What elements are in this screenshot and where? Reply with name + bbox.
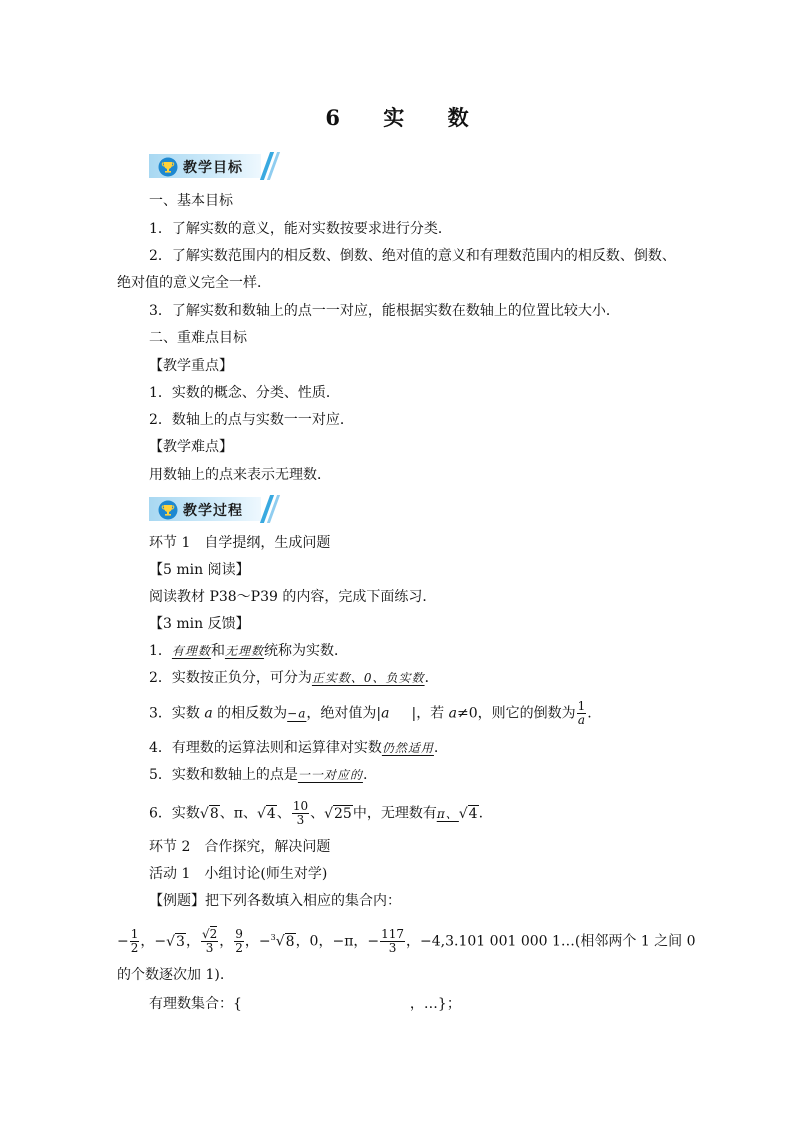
sqrt-expression	[459, 804, 479, 824]
sqrt-symbol-icon: √	[458, 805, 468, 822]
minus-sign: −	[117, 933, 129, 950]
reading-heading: 【5 min 阅读】	[149, 562, 250, 578]
fraction-denominator: 2	[130, 941, 139, 956]
rational-set-label: 有理数集合：{	[149, 996, 242, 1012]
section-tag-label: 教学目标	[183, 160, 243, 176]
radicand: 8	[285, 933, 295, 950]
fraction	[292, 800, 309, 827]
fraction	[201, 928, 218, 955]
fraction-denominator: 3	[205, 941, 214, 956]
reading-text: 阅读教材 P38～P39 的内容，完成下面练习．	[149, 589, 437, 605]
fraction-denominator: a	[577, 713, 586, 727]
sqrt-expression	[257, 804, 277, 824]
question-1	[149, 641, 348, 661]
question-text: 3．实数	[149, 705, 205, 722]
answer-rational: 有理数	[171, 644, 211, 658]
answer-opposite: −a	[287, 706, 307, 721]
fraction-numerator	[201, 928, 218, 942]
example-numbers	[117, 928, 696, 955]
separator: ，	[219, 933, 234, 950]
question-text: 6．实数	[149, 805, 200, 822]
difficulty-1: 用数轴上的点来表示无理数．	[149, 467, 331, 483]
answer-irrational: 无理数	[224, 644, 264, 658]
section-tag-process	[149, 495, 279, 525]
sqrt-symbol-icon: √	[166, 933, 176, 950]
question-3	[149, 700, 592, 727]
sqrt-symbol-icon: √	[201, 927, 210, 942]
question-2	[149, 668, 439, 688]
goals-heading-key: 二、重难点目标	[149, 330, 247, 346]
feedback-heading: 【3 min 反馈】	[149, 616, 250, 632]
answer-classification: 正实数、0、负实数	[311, 671, 425, 685]
sqrt-symbol-icon: √	[275, 933, 285, 950]
section-tag-goals	[149, 152, 279, 182]
answer-correspondence: 一一对应的	[297, 768, 363, 782]
example-heading: 【例题】把下列各数填入相应的集合内：	[149, 893, 401, 909]
goal-item-1: 1．了解实数的意义，能对实数按要求进行分类．	[149, 221, 452, 237]
question-text: 4．有理数的运算法则和运算律对实数	[149, 740, 382, 756]
goal-item-2: 2．了解实数范围内的相反数、倒数、绝对值的意义和有理数范围内的相反数、倒数、	[149, 248, 676, 264]
question-text: 2．实数按正负分，可分为	[149, 670, 312, 686]
question-text: 和	[210, 643, 225, 659]
radicand: 4	[468, 805, 478, 822]
question-6	[149, 800, 483, 827]
abs-bar: |	[411, 705, 417, 722]
fraction-numerator: 10	[292, 799, 309, 813]
question-text: 的相反数为	[212, 705, 288, 722]
sqrt-symbol-icon: √	[199, 805, 209, 822]
trophy-icon	[158, 500, 178, 520]
step-2-heading: 环节 2 合作探究，解决问题	[149, 839, 331, 855]
radicand: 8	[209, 805, 219, 822]
goals-heading-basic: 一、基本目标	[149, 193, 233, 209]
fraction-numerator: 117	[381, 927, 405, 942]
root-index: 3	[270, 933, 276, 942]
question-text: ，若	[416, 705, 449, 722]
question-text: ≠0，则它的倒数为	[457, 705, 576, 722]
fraction-numerator: 1	[577, 699, 586, 713]
separator: ，−	[140, 933, 167, 950]
answer-applicable: 仍然适用	[381, 741, 434, 755]
difficulty-heading: 【教学难点】	[149, 439, 233, 455]
rational-set-line	[149, 994, 461, 1014]
fraction-numerator: 1	[130, 927, 139, 942]
radicand: 3	[176, 933, 185, 950]
separator: ，0，−π，−	[295, 933, 380, 950]
question-text: .	[587, 705, 592, 722]
radicand: 25	[334, 805, 352, 822]
sqrt-symbol-icon: √	[256, 805, 266, 822]
trophy-icon	[158, 157, 178, 177]
answer-irrational-list	[437, 806, 479, 822]
fraction-denominator: 3	[388, 941, 397, 956]
sqrt-expression	[166, 932, 186, 952]
goal-item-3: 3．了解实数和数轴上的点一一对应，能根据实数在数轴上的位置比较大小．	[149, 303, 620, 319]
question-text: .	[362, 767, 368, 783]
question-text: ，绝对值为	[306, 705, 377, 722]
question-text: 中，无理数有	[352, 805, 437, 822]
activity-1-heading: 活动 1 小组讨论(师生对学)	[149, 866, 328, 882]
key-point-1: 1．实数的概念、分类、性质．	[149, 385, 340, 401]
question-5	[149, 765, 367, 785]
question-text: 、	[310, 805, 325, 822]
cube-root-expression	[271, 928, 296, 952]
separator: ，	[185, 933, 200, 950]
abs-bar: |	[376, 705, 382, 722]
variable-a: a	[448, 705, 457, 722]
fraction-denominator: 2	[235, 941, 243, 956]
rational-set-end: ，…}；	[409, 996, 461, 1012]
sqrt-symbol-icon: √	[324, 805, 334, 822]
variable-a: a	[204, 705, 213, 722]
key-points-heading: 【教学重点】	[149, 358, 233, 374]
example-numbers-cont: 的个数逐次加 1).	[117, 967, 225, 983]
answer-pi: π、	[436, 806, 459, 821]
question-text: .	[478, 805, 484, 822]
fraction	[234, 928, 244, 955]
separator: ，−	[244, 933, 271, 950]
fraction-denominator: 3	[296, 813, 305, 827]
fraction	[130, 928, 140, 955]
radicand: 4	[266, 805, 276, 822]
question-number: 1．	[149, 643, 172, 659]
page-title: 6 实 数	[325, 105, 487, 130]
radicand: 2	[209, 927, 218, 942]
question-text: 5．实数和数轴上的点是	[149, 767, 298, 783]
variable-a: a	[381, 705, 390, 722]
question-text: 统称为实数．	[263, 643, 348, 659]
sqrt-expression	[200, 804, 220, 824]
fraction-numerator: 9	[235, 927, 243, 942]
question-text: 、	[276, 805, 291, 822]
fraction-reciprocal	[577, 700, 587, 727]
question-text: 、π、	[219, 805, 257, 822]
step-1-heading: 环节 1 自学提纲，生成问题	[149, 535, 331, 551]
separator: ，−4,3.101 001 000 1…(相邻两个 1 之间 0	[406, 933, 696, 950]
sqrt-expression	[324, 804, 353, 824]
section-tag-label: 教学过程	[183, 503, 243, 519]
key-point-2: 2．数轴上的点与实数一一对应．	[149, 412, 354, 428]
goal-item-2-cont: 绝对值的意义完全一样．	[117, 275, 271, 291]
question-4	[149, 738, 438, 758]
question-text: .	[433, 740, 439, 756]
fraction	[380, 928, 405, 955]
question-text: ．	[424, 670, 439, 686]
